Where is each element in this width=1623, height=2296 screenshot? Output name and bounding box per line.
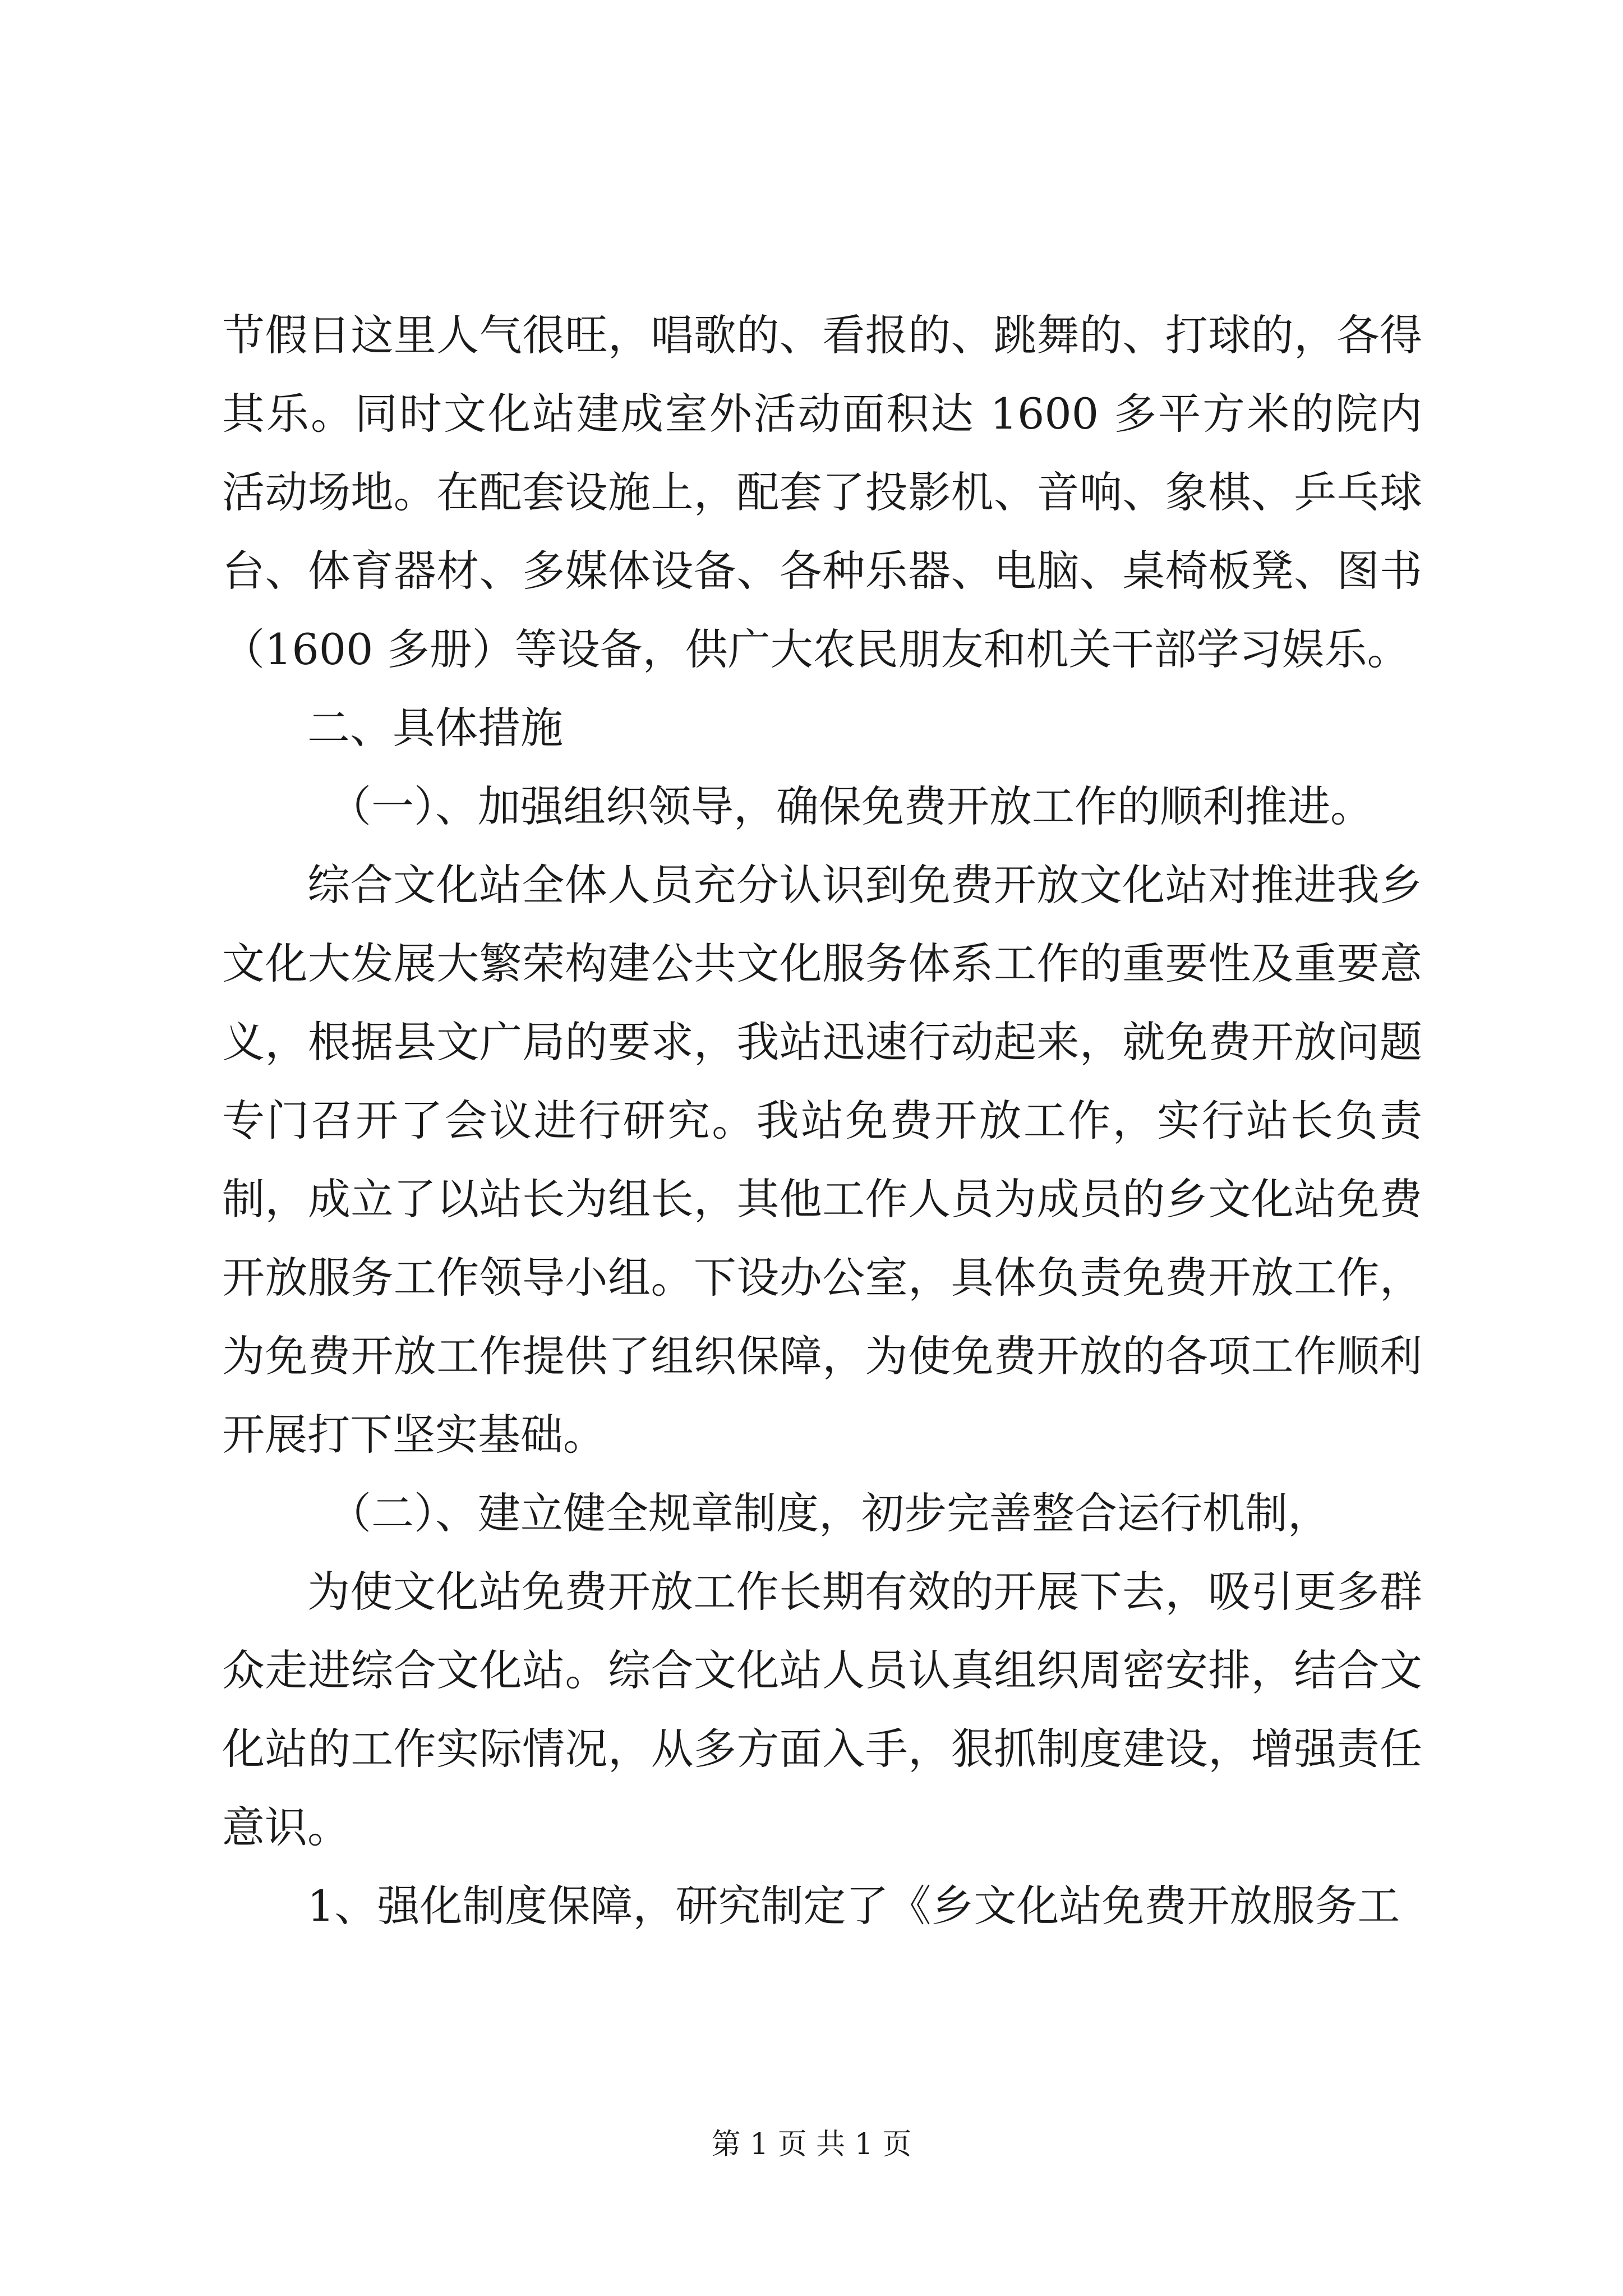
paragraph-continued: 节假日这里人气很旺，唱歌的、看报的、跳舞的、打球的，各得其乐。同时文化站建成室外活动面积达 1600 多平方米的院内活动场地。在配套设施上，配套了投影机、音响、象棋、乒乓球台、体育器材、多媒体设备、各种乐器、电脑、桌椅板凳、图书（1600 多册）等设备，供广大农民朋友和机关干部学习娱乐。 xyxy=(222,310,1422,674)
page-footer: 第 1 页 共 1 页 xyxy=(711,2128,912,2161)
section-heading-measures: 二、具体措施 xyxy=(307,703,563,753)
document-body xyxy=(222,296,1422,1945)
paragraph-organization: 综合文化站全体人员充分认识到免费开放文化站对推进我乡文化大发展大繁荣构建公共文化服务体系工作的重要性及重要意义，根据县文广局的要求，我站迅速行动起来，就免费开放问题专门召开了会议进行研究。我站免费开放工作，实行站长负责制，成立了以站长为组长，其他工作人员为成员的乡文化站免费开放服务工作领导小组。下设办公室，具体负责免费开放工作，为免费开放工作提供了组织保障，为使免费开放的各项工作顺利开展打下坚实基础。 xyxy=(222,860,1422,1460)
paragraph-item-1: 1、强化制度保障，研究制定了《乡文化站免费开放服务工 xyxy=(307,1881,1400,1931)
subsection-heading-2: （二）、建立健全规章制度，初步完善整合运行机制， xyxy=(329,1488,1330,1538)
paragraph-rules: 为使文化站免费开放工作长期有效的开展下去，吸引更多群众走进综合文化站。综合文化站人员认真组织周密安排，结合文化站的工作实际情况，从多方面入手，狠抓制度建设，增强责任意识。 xyxy=(222,1567,1422,1852)
subsection-heading-1: （一）、加强组织领导，确保免费开放工作的顺利推进。 xyxy=(329,781,1373,831)
